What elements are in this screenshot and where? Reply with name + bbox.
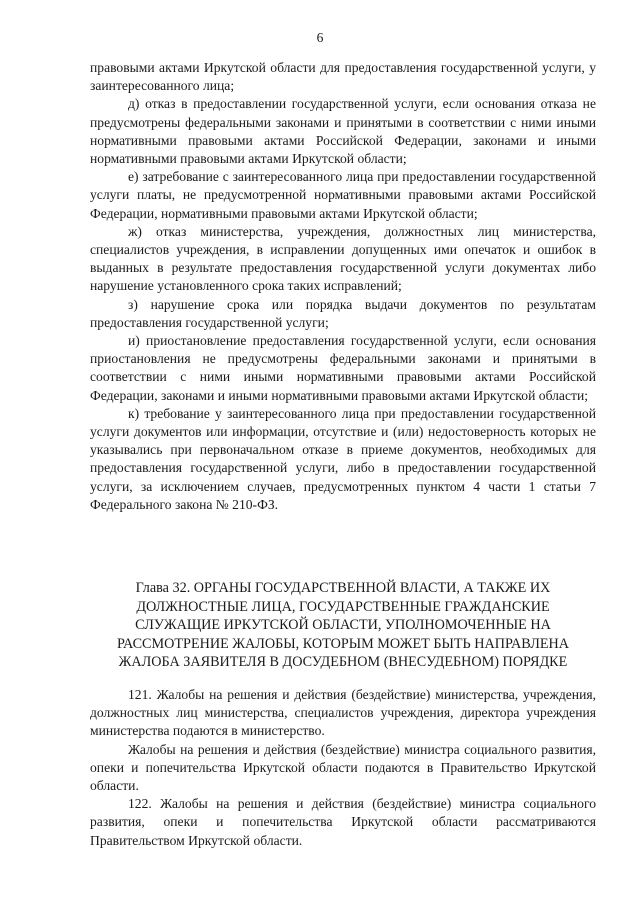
paragraph-item-e: е) затребование с заинтересованного лица при предоставлении государственной услуги платы, не предусмотренной нормативными правовыми актами Российской Федерации, нормативными правовыми актами Иркутской области; [90,169,596,221]
paragraph-item-zh: ж) отказ министерства, учреждения, должностных лиц министерства, специалистов учреждения, в исправлении допущенных ими опечаток и ошибок в выданных в результате предоставления государственной услуги документах либо нарушение установленного срока таких исправлений; [90,223,596,294]
paragraph-continuation: правовыми актами Иркутской области для предоставления государственной услуги, у заинтересованного лица; [90,60,596,94]
list-of-violations [90,59,596,514]
paragraph-122: 122. Жалобы на решения и действия (бездействие) министра социального развития, опеки и попечительства Иркутской области рассматриваются Правительством Иркутской области. [90,796,596,848]
paragraph-item-i: и) приостановление предоставления государственной услуги, если основания приостановления не предусмотрены федеральными законами и принятыми в соответствии с ними иными нормативными правовыми актами Российской Федерации, законами и иными нормативными правовыми актами Иркутской области; [90,333,596,403]
chapter-heading: Глава 32. ОРГАНЫ ГОСУДАРСТВЕННОЙ ВЛАСТИ, А ТАКЖЕ ИХ ДОЛЖНОСТНЫЕ ЛИЦА, ГОСУДАРСТВЕННЫЕ ГРАЖДАНСКИЕ СЛУЖАЩИЕ ИРКУТСКОЙ ОБЛАСТИ, УПОЛНОМОЧЕННЫЕ НА РАССМОТРЕНИЕ ЖАЛОБЫ, КОТОРЫМ МОЖЕТ БЫТЬ НАПРАВЛЕНА ЖАЛОБА ЗАЯВИТЕЛЯ В ДОСУДЕБНОМ (ВНЕСУДЕБНОМ) ПОРЯДКЕ [116,580,569,671]
paragraph-121-continued: Жалобы на решения и действия (бездействие) министра социального развития, опеки и попечительства Иркутской области подаются в Правительство Иркутской области. [90,741,596,794]
paragraph-item-d: д) отказ в предоставлении государственной услуги, если основания отказа не предусмотрены федеральными законами и принятыми в соответствии с ними иными нормативными правовыми актами Российской Федерации, законами и иными нормативными правовыми актами Иркутской области; [90,96,596,167]
chapter-body [90,686,596,850]
paragraph-item-k: к) требование у заинтересованного лица при предоставлении государственной услуги документов или информации, отсутствие и (или) недостоверность которых не указывались при первоначальном отказе в приеме документов, необходимых для предоставления государственной услуги, либо в предоставлении государственной услуги, за исключением случаев, предусмотренных пунктом 4 части 1 статьи 7 Федерального закона № 210-ФЗ. [90,405,596,512]
paragraph-121: 121. Жалобы на решения и действия (бездействие) министерства, учреждения, должностных лиц министерства, специалистов учреждения, директора учреждения министерства подаются в министерство. [90,687,596,739]
page-number: 6 [316,30,324,45]
paragraph-item-z: з) нарушение срока или порядка выдачи документов по результатам предоставления государственной услуги; [90,296,596,330]
